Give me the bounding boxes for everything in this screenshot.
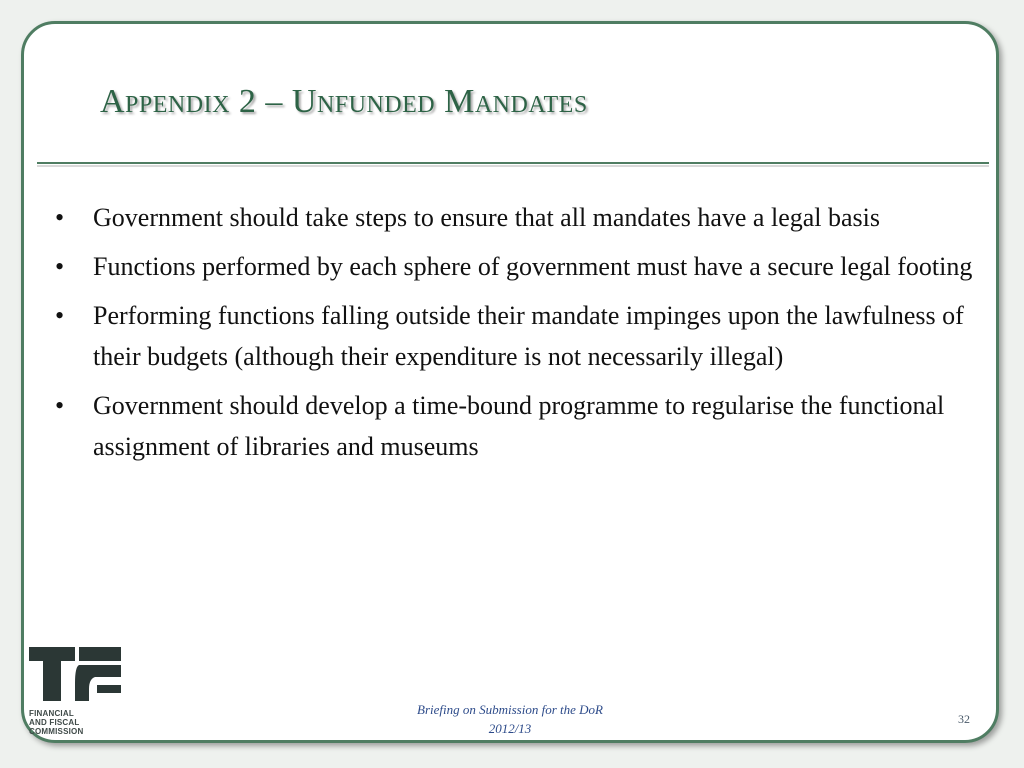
ffc-logo	[29, 645, 123, 740]
footer-line: Briefing on Submission for the DoR	[417, 702, 603, 717]
bullet-text: Government should develop a time-bound programme to regularise the functional assignment of libraries and museums	[93, 391, 945, 461]
footer-caption	[370, 700, 650, 738]
bullet-text: Functions performed by each sphere of government must have a secure legal footing	[93, 252, 973, 281]
logo-text-line: FINANCIAL	[29, 709, 74, 718]
bullet-icon: •	[55, 391, 65, 420]
bullet-text: Government should take steps to ensure that all mandates have a legal basis	[93, 203, 880, 232]
title-divider	[37, 162, 989, 164]
bullet-icon: •	[55, 252, 65, 281]
page-number: 32	[958, 712, 970, 726]
bullet-item	[55, 197, 980, 238]
bullet-text: Performing functions falling outside their mandate impinges upon the lawfulness of their budgets (although their expenditure is not necessarily illegal)	[93, 301, 964, 371]
bullet-icon: •	[55, 301, 65, 330]
logo-text-line: COMMISSION	[29, 727, 84, 736]
bullet-item	[55, 246, 980, 287]
slide-title: Appendix 2 – Unfunded Mandates	[100, 83, 588, 120]
logo-text	[29, 709, 123, 736]
logo-text-line: AND FISCAL	[29, 718, 80, 727]
bullet-list	[55, 197, 980, 475]
ffc-logo-mark-icon	[29, 645, 123, 705]
footer-line: 2012/13	[488, 721, 532, 736]
bullet-item	[55, 295, 980, 377]
bullet-item	[55, 385, 980, 467]
bullet-icon: •	[55, 203, 65, 232]
